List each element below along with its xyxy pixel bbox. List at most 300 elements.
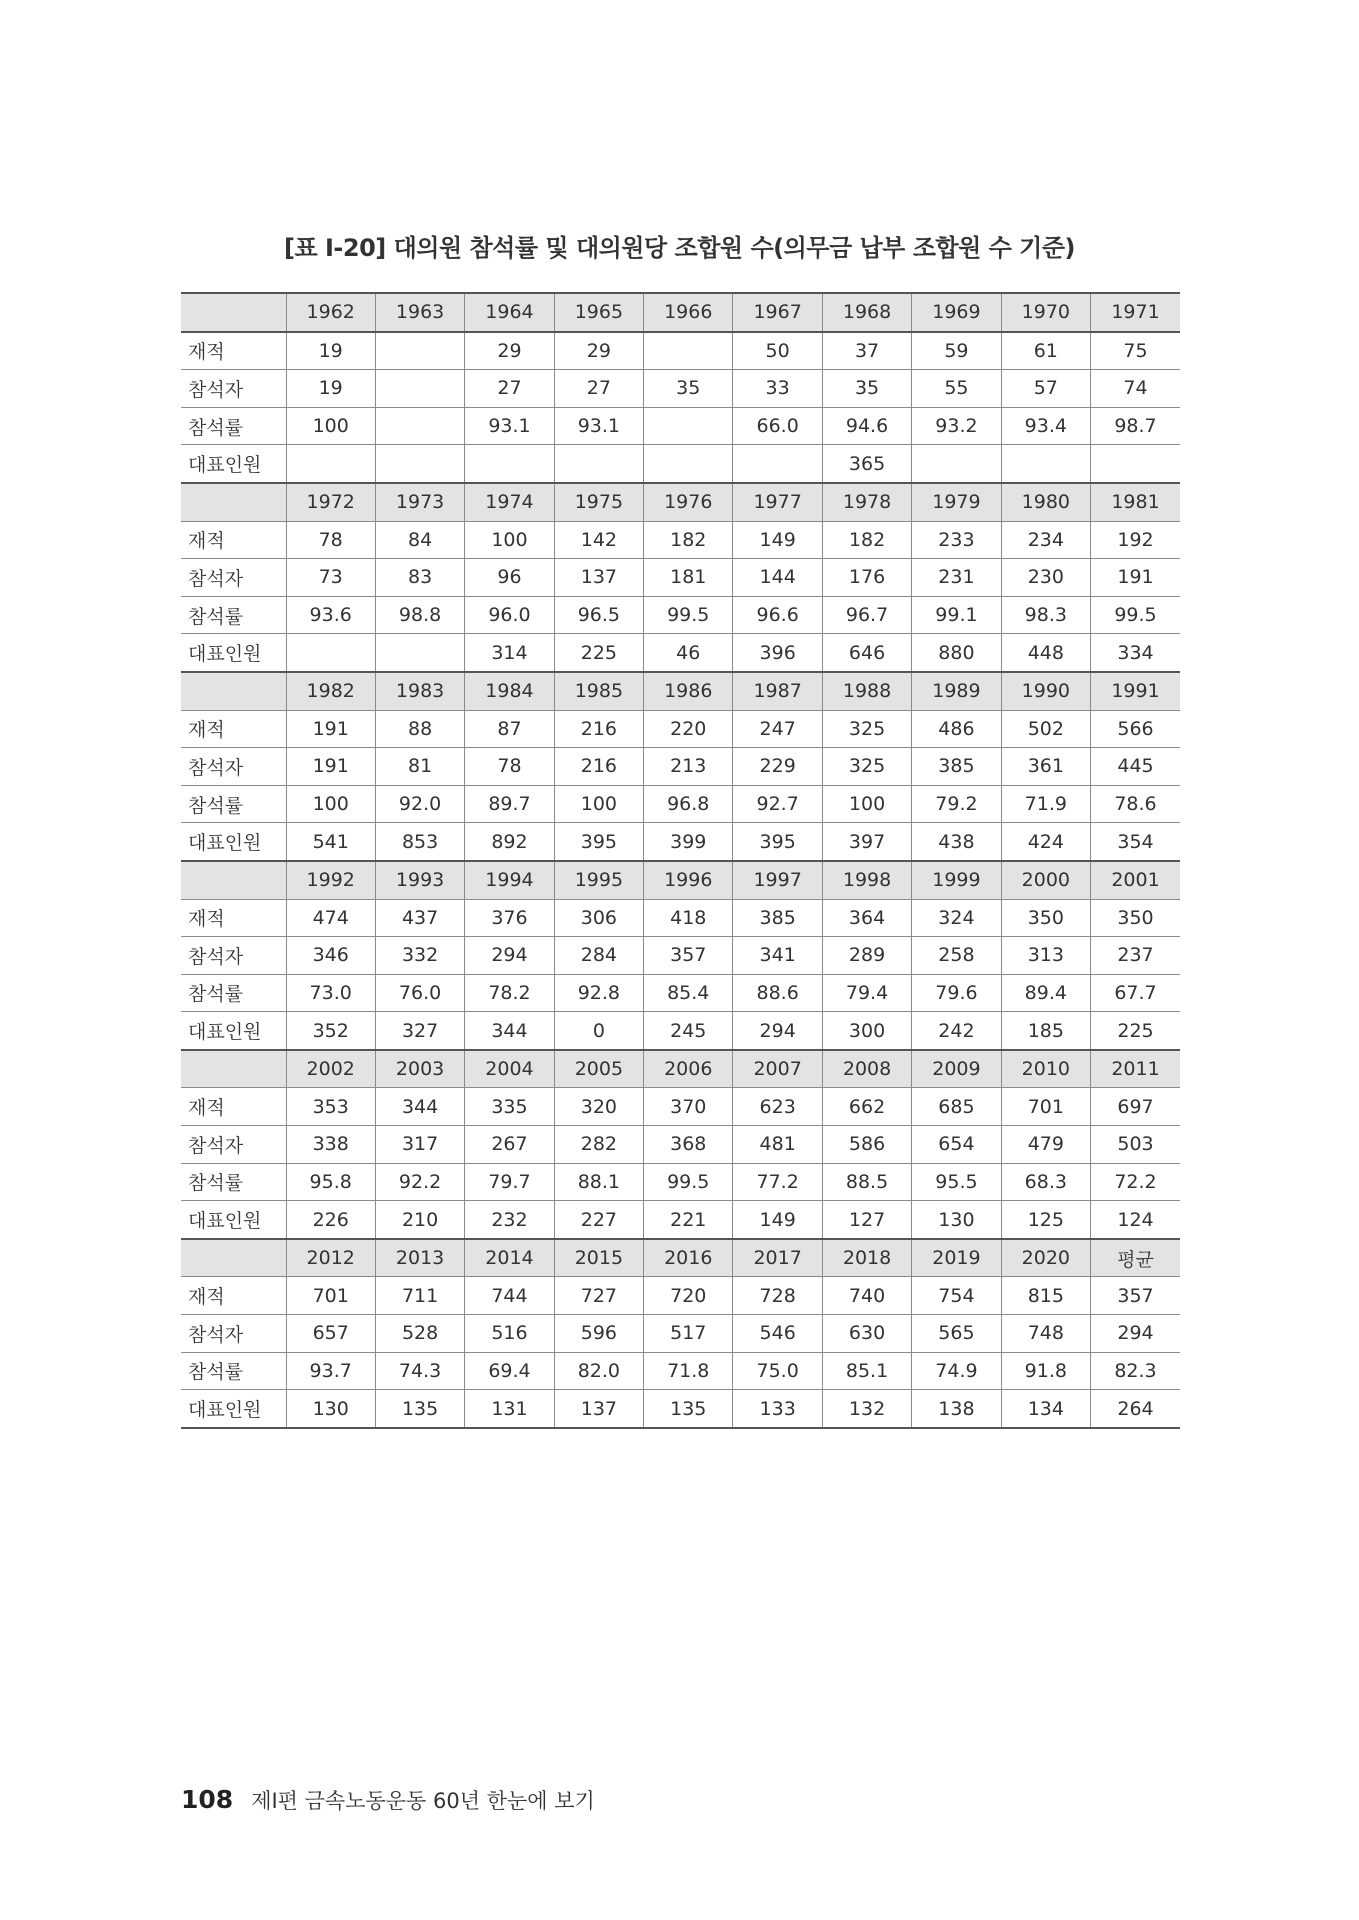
year-header-cell: 1984 (465, 672, 554, 710)
value-cell: 71.8 (644, 1352, 733, 1390)
value-cell: 300 (822, 1012, 911, 1050)
row-label-cell: 참석률 (181, 1352, 286, 1390)
header-corner-cell (181, 672, 286, 710)
year-header-cell: 1965 (554, 293, 643, 332)
year-header-row (181, 672, 1180, 710)
value-cell: 744 (465, 1277, 554, 1315)
value-cell: 325 (822, 710, 911, 748)
year-header-cell: 2004 (465, 1050, 554, 1088)
value-cell: 294 (465, 937, 554, 975)
value-cell: 338 (286, 1126, 375, 1164)
year-header-cell: 1997 (733, 861, 822, 899)
value-cell: 445 (1091, 748, 1180, 786)
value-cell: 35 (822, 370, 911, 408)
value-cell: 233 (912, 521, 1001, 559)
year-header-cell: 1962 (286, 293, 375, 332)
value-cell: 657 (286, 1315, 375, 1353)
value-cell: 137 (554, 559, 643, 597)
row-label-cell: 재적 (181, 521, 286, 559)
value-cell: 418 (644, 899, 733, 937)
table-row (181, 559, 1180, 597)
value-cell: 242 (912, 1012, 1001, 1050)
value-cell: 697 (1091, 1088, 1180, 1126)
year-header-cell: 1974 (465, 483, 554, 521)
value-cell: 89.4 (1001, 974, 1090, 1012)
value-cell: 630 (822, 1315, 911, 1353)
value-cell (286, 634, 375, 672)
value-cell: 144 (733, 559, 822, 597)
value-cell: 81 (375, 748, 464, 786)
value-cell: 61 (1001, 332, 1090, 370)
year-header-cell: 1989 (912, 672, 1001, 710)
value-cell: 133 (733, 1390, 822, 1428)
value-cell: 185 (1001, 1012, 1090, 1050)
table-row (181, 634, 1180, 672)
value-cell: 546 (733, 1315, 822, 1353)
value-cell: 88.5 (822, 1163, 911, 1201)
value-cell: 346 (286, 937, 375, 975)
value-cell: 181 (644, 559, 733, 597)
value-cell: 325 (822, 748, 911, 786)
value-cell: 397 (822, 823, 911, 861)
year-header-cell: 1975 (554, 483, 643, 521)
value-cell: 541 (286, 823, 375, 861)
value-cell: 230 (1001, 559, 1090, 597)
value-cell: 370 (644, 1088, 733, 1126)
value-cell: 216 (554, 748, 643, 786)
value-cell: 88.1 (554, 1163, 643, 1201)
value-cell: 93.1 (465, 407, 554, 445)
table-row (181, 823, 1180, 861)
table-row (181, 521, 1180, 559)
row-label-cell: 참석자 (181, 1126, 286, 1164)
value-cell: 424 (1001, 823, 1090, 861)
year-header-row (181, 1050, 1180, 1088)
year-header-cell: 1993 (375, 861, 464, 899)
value-cell: 100 (465, 521, 554, 559)
value-cell: 354 (1091, 823, 1180, 861)
value-cell: 127 (822, 1201, 911, 1239)
value-cell: 516 (465, 1315, 554, 1353)
value-cell: 332 (375, 937, 464, 975)
table-row (181, 596, 1180, 634)
value-cell: 646 (822, 634, 911, 672)
year-header-cell: 1969 (912, 293, 1001, 332)
value-cell: 385 (912, 748, 1001, 786)
value-cell: 134 (1001, 1390, 1090, 1428)
value-cell: 0 (554, 1012, 643, 1050)
row-label-cell: 참석률 (181, 1163, 286, 1201)
value-cell: 78.2 (465, 974, 554, 1012)
value-cell: 237 (1091, 937, 1180, 975)
value-cell (912, 445, 1001, 483)
year-header-cell: 1971 (1091, 293, 1180, 332)
table-row (181, 1352, 1180, 1390)
table-row (181, 748, 1180, 786)
row-label-cell: 참석률 (181, 596, 286, 634)
row-label-cell: 참석률 (181, 974, 286, 1012)
value-cell: 68.3 (1001, 1163, 1090, 1201)
value-cell: 27 (554, 370, 643, 408)
value-cell: 82.0 (554, 1352, 643, 1390)
value-cell: 99.5 (644, 1163, 733, 1201)
value-cell: 57 (1001, 370, 1090, 408)
year-header-cell: 1968 (822, 293, 911, 332)
year-header-cell: 2016 (644, 1239, 733, 1277)
year-header-cell: 2005 (554, 1050, 643, 1088)
year-header-cell: 1979 (912, 483, 1001, 521)
year-header-cell: 1973 (375, 483, 464, 521)
row-label-cell: 참석자 (181, 937, 286, 975)
value-cell: 93.6 (286, 596, 375, 634)
value-cell: 502 (1001, 710, 1090, 748)
value-cell: 586 (822, 1126, 911, 1164)
value-cell: 191 (286, 748, 375, 786)
value-cell: 479 (1001, 1126, 1090, 1164)
attendance-table (181, 292, 1180, 1429)
value-cell: 448 (1001, 634, 1090, 672)
value-cell: 78 (286, 521, 375, 559)
year-header-cell: 1996 (644, 861, 733, 899)
row-label-cell: 참석자 (181, 559, 286, 597)
year-header-cell: 2007 (733, 1050, 822, 1088)
value-cell: 92.2 (375, 1163, 464, 1201)
value-cell: 221 (644, 1201, 733, 1239)
table-row (181, 370, 1180, 408)
running-footer-title: 제Ⅰ편 금속노동운동 60년 한눈에 보기 (251, 1789, 595, 1813)
year-header-cell: 2000 (1001, 861, 1090, 899)
year-header-cell: 1976 (644, 483, 733, 521)
value-cell: 395 (554, 823, 643, 861)
value-cell: 258 (912, 937, 1001, 975)
value-cell: 231 (912, 559, 1001, 597)
value-cell: 176 (822, 559, 911, 597)
value-cell: 96.5 (554, 596, 643, 634)
value-cell: 376 (465, 899, 554, 937)
value-cell: 98.3 (1001, 596, 1090, 634)
value-cell: 50 (733, 332, 822, 370)
value-cell: 95.8 (286, 1163, 375, 1201)
header-corner-cell (181, 483, 286, 521)
value-cell: 100 (822, 785, 911, 823)
value-cell (465, 445, 554, 483)
value-cell: 320 (554, 1088, 643, 1126)
year-header-cell: 2013 (375, 1239, 464, 1277)
value-cell: 83 (375, 559, 464, 597)
table-row (181, 1277, 1180, 1315)
value-cell: 149 (733, 1201, 822, 1239)
value-cell: 282 (554, 1126, 643, 1164)
value-cell: 324 (912, 899, 1001, 937)
table-row (181, 1163, 1180, 1201)
value-cell: 623 (733, 1088, 822, 1126)
value-cell: 130 (912, 1201, 1001, 1239)
value-cell: 341 (733, 937, 822, 975)
value-cell: 75.0 (733, 1352, 822, 1390)
row-label-cell: 재적 (181, 710, 286, 748)
value-cell: 93.1 (554, 407, 643, 445)
value-cell: 294 (1091, 1315, 1180, 1353)
row-label-cell: 재적 (181, 332, 286, 370)
year-header-cell: 2008 (822, 1050, 911, 1088)
table-row (181, 1390, 1180, 1428)
value-cell: 73 (286, 559, 375, 597)
value-cell: 727 (554, 1277, 643, 1315)
year-header-cell: 1978 (822, 483, 911, 521)
header-corner-cell (181, 861, 286, 899)
value-cell: 149 (733, 521, 822, 559)
value-cell: 138 (912, 1390, 1001, 1428)
value-cell: 132 (822, 1390, 911, 1428)
year-header-cell: 2002 (286, 1050, 375, 1088)
value-cell: 234 (1001, 521, 1090, 559)
value-cell: 74.3 (375, 1352, 464, 1390)
value-cell: 229 (733, 748, 822, 786)
value-cell (1001, 445, 1090, 483)
value-cell: 596 (554, 1315, 643, 1353)
value-cell: 313 (1001, 937, 1090, 975)
value-cell (375, 634, 464, 672)
value-cell: 79.7 (465, 1163, 554, 1201)
value-cell: 225 (1091, 1012, 1180, 1050)
year-header-cell: 1998 (822, 861, 911, 899)
table-row (181, 937, 1180, 975)
value-cell: 227 (554, 1201, 643, 1239)
value-cell: 853 (375, 823, 464, 861)
year-header-cell: 1990 (1001, 672, 1090, 710)
value-cell: 27 (465, 370, 554, 408)
value-cell: 364 (822, 899, 911, 937)
year-header-cell: 1981 (1091, 483, 1180, 521)
value-cell: 317 (375, 1126, 464, 1164)
year-header-row (181, 483, 1180, 521)
value-cell: 264 (1091, 1390, 1180, 1428)
row-label-cell: 참석률 (181, 407, 286, 445)
value-cell: 685 (912, 1088, 1001, 1126)
year-header-cell: 1986 (644, 672, 733, 710)
row-label-cell: 대표인원 (181, 1201, 286, 1239)
value-cell: 98.7 (1091, 407, 1180, 445)
value-cell (644, 445, 733, 483)
header-corner-cell (181, 1239, 286, 1277)
year-header-cell: 1983 (375, 672, 464, 710)
value-cell: 100 (286, 785, 375, 823)
value-cell: 711 (375, 1277, 464, 1315)
value-cell: 46 (644, 634, 733, 672)
value-cell: 79.2 (912, 785, 1001, 823)
year-header-cell: 2020 (1001, 1239, 1090, 1277)
value-cell: 142 (554, 521, 643, 559)
value-cell: 85.1 (822, 1352, 911, 1390)
table-row (181, 1201, 1180, 1239)
row-label-cell: 대표인원 (181, 634, 286, 672)
value-cell: 701 (286, 1277, 375, 1315)
year-header-cell: 평균 (1091, 1239, 1180, 1277)
value-cell: 247 (733, 710, 822, 748)
value-cell: 124 (1091, 1201, 1180, 1239)
year-header-cell: 2003 (375, 1050, 464, 1088)
year-header-cell: 1967 (733, 293, 822, 332)
value-cell: 99.5 (644, 596, 733, 634)
table-row (181, 785, 1180, 823)
row-label-cell: 대표인원 (181, 445, 286, 483)
value-cell: 69.4 (465, 1352, 554, 1390)
value-cell: 662 (822, 1088, 911, 1126)
value-cell: 503 (1091, 1126, 1180, 1164)
value-cell: 85.4 (644, 974, 733, 1012)
value-cell: 245 (644, 1012, 733, 1050)
value-cell: 284 (554, 937, 643, 975)
table-body (181, 293, 1180, 1428)
value-cell: 437 (375, 899, 464, 937)
row-label-cell: 참석자 (181, 1315, 286, 1353)
year-header-cell: 2017 (733, 1239, 822, 1277)
value-cell: 210 (375, 1201, 464, 1239)
table-row (181, 710, 1180, 748)
value-cell: 29 (465, 332, 554, 370)
value-cell: 73.0 (286, 974, 375, 1012)
value-cell: 728 (733, 1277, 822, 1315)
value-cell (286, 445, 375, 483)
year-header-cell: 1999 (912, 861, 1001, 899)
value-cell: 182 (644, 521, 733, 559)
value-cell: 79.6 (912, 974, 1001, 1012)
value-cell: 88 (375, 710, 464, 748)
value-cell: 75 (1091, 332, 1180, 370)
year-header-cell: 1987 (733, 672, 822, 710)
value-cell: 72.2 (1091, 1163, 1180, 1201)
row-label-cell: 재적 (181, 1277, 286, 1315)
value-cell: 94.6 (822, 407, 911, 445)
value-cell: 350 (1001, 899, 1090, 937)
table-row (181, 407, 1180, 445)
value-cell: 353 (286, 1088, 375, 1126)
value-cell: 566 (1091, 710, 1180, 748)
value-cell: 59 (912, 332, 1001, 370)
year-header-row (181, 861, 1180, 899)
row-label-cell: 대표인원 (181, 1390, 286, 1428)
value-cell: 220 (644, 710, 733, 748)
value-cell: 74.9 (912, 1352, 1001, 1390)
value-cell: 720 (644, 1277, 733, 1315)
value-cell: 88.6 (733, 974, 822, 1012)
year-header-cell: 1966 (644, 293, 733, 332)
value-cell: 892 (465, 823, 554, 861)
value-cell: 89.7 (465, 785, 554, 823)
value-cell: 93.2 (912, 407, 1001, 445)
value-cell: 92.8 (554, 974, 643, 1012)
value-cell: 213 (644, 748, 733, 786)
year-header-cell: 1995 (554, 861, 643, 899)
value-cell: 396 (733, 634, 822, 672)
value-cell: 96.6 (733, 596, 822, 634)
value-cell: 740 (822, 1277, 911, 1315)
value-cell: 78 (465, 748, 554, 786)
year-header-cell: 1970 (1001, 293, 1090, 332)
value-cell: 91.8 (1001, 1352, 1090, 1390)
value-cell: 368 (644, 1126, 733, 1164)
value-cell: 232 (465, 1201, 554, 1239)
table-row (181, 1126, 1180, 1164)
value-cell: 95.5 (912, 1163, 1001, 1201)
value-cell (644, 332, 733, 370)
value-cell: 87 (465, 710, 554, 748)
row-label-cell: 대표인원 (181, 823, 286, 861)
table-title: [표 Ⅰ-20] 대의원 참석률 및 대의원당 조합원 수(의무금 납부 조합원 수 기준) (283, 234, 1076, 262)
year-header-cell: 1964 (465, 293, 554, 332)
value-cell: 191 (1091, 559, 1180, 597)
page-footer (181, 1785, 595, 1815)
value-cell: 226 (286, 1201, 375, 1239)
value-cell (375, 370, 464, 408)
value-cell: 182 (822, 521, 911, 559)
value-cell: 289 (822, 937, 911, 975)
year-header-cell: 1991 (1091, 672, 1180, 710)
value-cell: 344 (375, 1088, 464, 1126)
year-header-cell: 2014 (465, 1239, 554, 1277)
value-cell: 314 (465, 634, 554, 672)
value-cell: 79.4 (822, 974, 911, 1012)
value-cell: 517 (644, 1315, 733, 1353)
year-header-cell: 1963 (375, 293, 464, 332)
year-header-cell: 1972 (286, 483, 375, 521)
value-cell: 55 (912, 370, 1001, 408)
year-header-cell: 2011 (1091, 1050, 1180, 1088)
value-cell: 92.0 (375, 785, 464, 823)
row-label-cell: 참석률 (181, 785, 286, 823)
year-header-cell: 2018 (822, 1239, 911, 1277)
value-cell: 96 (465, 559, 554, 597)
table-row (181, 974, 1180, 1012)
year-header-cell: 2019 (912, 1239, 1001, 1277)
value-cell: 131 (465, 1390, 554, 1428)
value-cell: 82.3 (1091, 1352, 1180, 1390)
value-cell: 100 (286, 407, 375, 445)
value-cell: 125 (1001, 1201, 1090, 1239)
value-cell: 334 (1091, 634, 1180, 672)
year-header-cell: 1980 (1001, 483, 1090, 521)
value-cell (554, 445, 643, 483)
value-cell: 66.0 (733, 407, 822, 445)
value-cell: 754 (912, 1277, 1001, 1315)
year-header-cell: 1994 (465, 861, 554, 899)
value-cell: 99.5 (1091, 596, 1180, 634)
value-cell: 92.7 (733, 785, 822, 823)
year-header-cell: 2010 (1001, 1050, 1090, 1088)
value-cell: 357 (1091, 1277, 1180, 1315)
year-header-cell: 2006 (644, 1050, 733, 1088)
value-cell: 35 (644, 370, 733, 408)
year-header-cell: 2015 (554, 1239, 643, 1277)
value-cell: 135 (644, 1390, 733, 1428)
year-header-cell: 2001 (1091, 861, 1180, 899)
value-cell: 815 (1001, 1277, 1090, 1315)
value-cell (375, 407, 464, 445)
value-cell: 395 (733, 823, 822, 861)
value-cell: 93.4 (1001, 407, 1090, 445)
value-cell: 93.7 (286, 1352, 375, 1390)
value-cell: 225 (554, 634, 643, 672)
value-cell: 880 (912, 634, 1001, 672)
year-header-cell: 2009 (912, 1050, 1001, 1088)
value-cell: 78.6 (1091, 785, 1180, 823)
row-label-cell: 재적 (181, 1088, 286, 1126)
value-cell (375, 445, 464, 483)
row-label-cell: 참석자 (181, 370, 286, 408)
year-header-cell: 1988 (822, 672, 911, 710)
value-cell: 701 (1001, 1088, 1090, 1126)
value-cell: 77.2 (733, 1163, 822, 1201)
